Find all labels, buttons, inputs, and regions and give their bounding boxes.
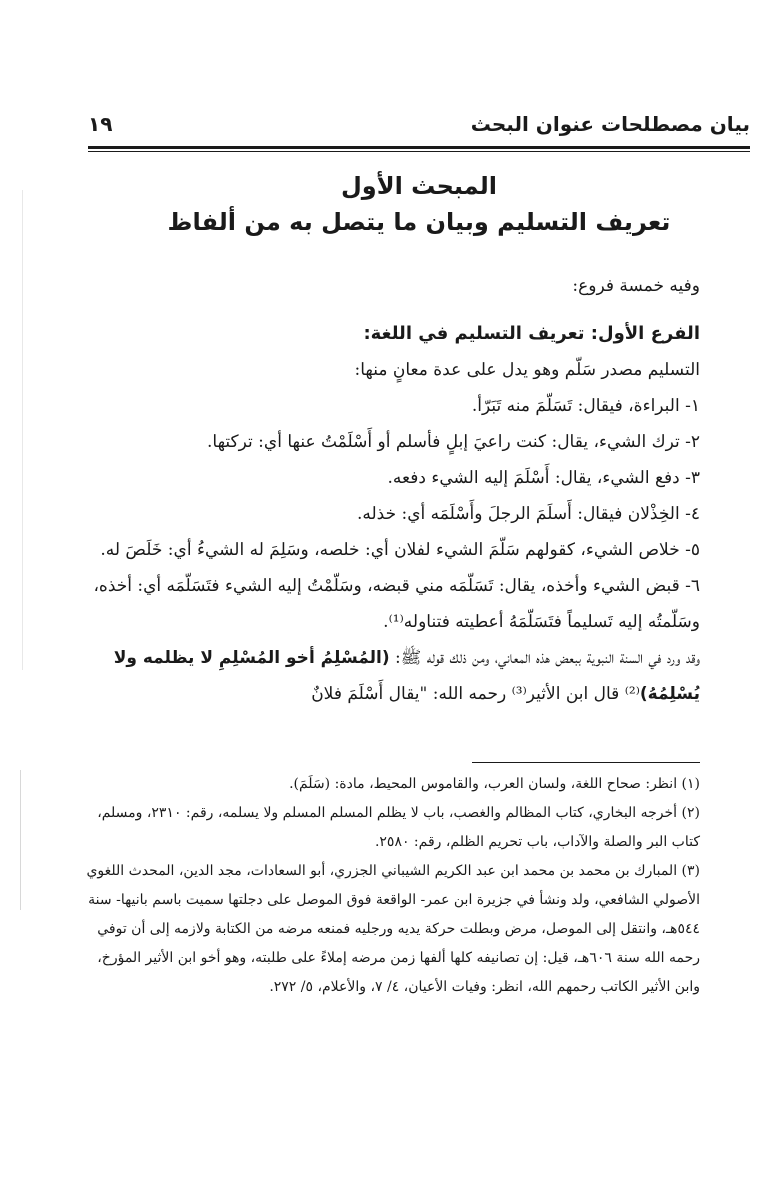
running-header-title: بيان مصطلحات عنوان البحث: [470, 112, 750, 136]
running-header: [88, 112, 750, 148]
footnote-2: (٢) أخرجه البخاري، كتاب المظالم والغصب، باب لا يظلم المسلم المسلم ولا يسلمه، رقم: ٢٣١٠، ومسلم، كتاب البر والصلة والآداب، باب تحريم الظلم، رقم: ٢٥٨٠.: [97, 805, 700, 850]
header-rule-thick: [88, 146, 750, 149]
meaning-item: ٥- خلاص الشيء، كقولهم سَلّمَ الشيء لفلان أي: خلصه، وسَلِمَ له الشيءُ أي: خَلَصَ له.: [100, 540, 700, 560]
intro-line: وفيه خمسة فروع:: [572, 276, 700, 296]
page-number: ١٩: [88, 112, 113, 136]
scan-margin-shadow: [22, 190, 23, 670]
hadith-intro: وقد ورد في السنة النبوية ببعض هذه المعاني، ومن ذلك قوله ﷺ:: [389, 648, 700, 668]
hadith-text: (المُسْلِمُ أخو المُسْلِمِ لا يظلمه ولا يُسْلِمُهُ): [113, 648, 700, 704]
chapter-subtitle: تعريف التسليم وبيان ما يتصل به من ألفاظ: [167, 208, 671, 236]
main-body: [80, 352, 700, 712]
body-paragraph: التسليم مصدر سَلّم وهو يدل على عدة معانٍ منها:: [354, 360, 700, 380]
footnote-separator: [472, 762, 700, 763]
chapter-title: المبحث الأول: [340, 172, 498, 200]
scan-margin-shadow: [20, 770, 21, 910]
meaning-item: ٤- الخِذْلان فيقال: أَسلَمَ الرجلَ وأَسْلَمَه أي: خذله.: [356, 504, 700, 524]
meaning-item: ٢- ترك الشيء، يقال: كنت راعيَ إبلٍ فأسلم أو أَسْلَمْتُ عنها أي: تركتها.: [207, 432, 700, 452]
branch-heading: الفرع الأول: تعريف التسليم في اللغة:: [363, 323, 700, 344]
header-rule-thin: [88, 151, 750, 152]
footnote-3: (٣) المبارك بن محمد بن محمد ابن عبد الكريم الشيباني الجزري، أبو السعادات، مجد الدين، المحدث اللغوي الأصولي الشافعي، ولد ونشأ في جزيرة ابن عمر- الواقعة فوق الموصل على دجلتها سميت باسم بانيها- سنة ٥٤٤هـ، وانتقل إلى الموصل، مرض وبطلت حركة يديه ورجليه فمنعه مرضه من الكتابة ولازمه إلى أن توفي رحمه الله سنة ٦٠٦هـ، قيل: إن تصانيفه كلها ألفها زمن مرضه إملاءً على طلبته، وهو أخو ابن الأثير المؤرخ، وابن الأثير الكاتب رحمهم الله، انظر: وفيات الأعيان، ٤/ ٧، والأعلام، ٥/ ٢٧٢.: [86, 863, 700, 995]
meaning-item: ١- البراءة، فيقال: تَسَلّمَ منه تَبَرّأ.: [471, 396, 700, 416]
footnote-1: (١) انظر: صحاح اللغة، ولسان العرب، والقاموس المحيط، مادة: (سَلَمَ).: [289, 776, 700, 792]
footnotes: [70, 770, 700, 1002]
meaning-item: ٦- قبض الشيء وأخذه، يقال: تَسَلّمَه مني قبضه، وسَلّمْتُ إليه الشيء فتَسَلّمَه أي: أخذه، وسَلّمتُه إليه تَسليماً فتَسَلّمَهُ أعطيته فتناوله⁽¹⁾.: [93, 576, 700, 632]
hadith-continuation: ⁽²⁾ قال ابن الأثير⁽³⁾ رحمه الله: "يقال أَسْلَمَ فلانٌ: [311, 684, 640, 704]
hadith-paragraph: [80, 640, 700, 712]
meaning-item: ٣- دفع الشيء، يقال: أَسْلَمَ إليه الشيء دفعه.: [387, 468, 700, 488]
